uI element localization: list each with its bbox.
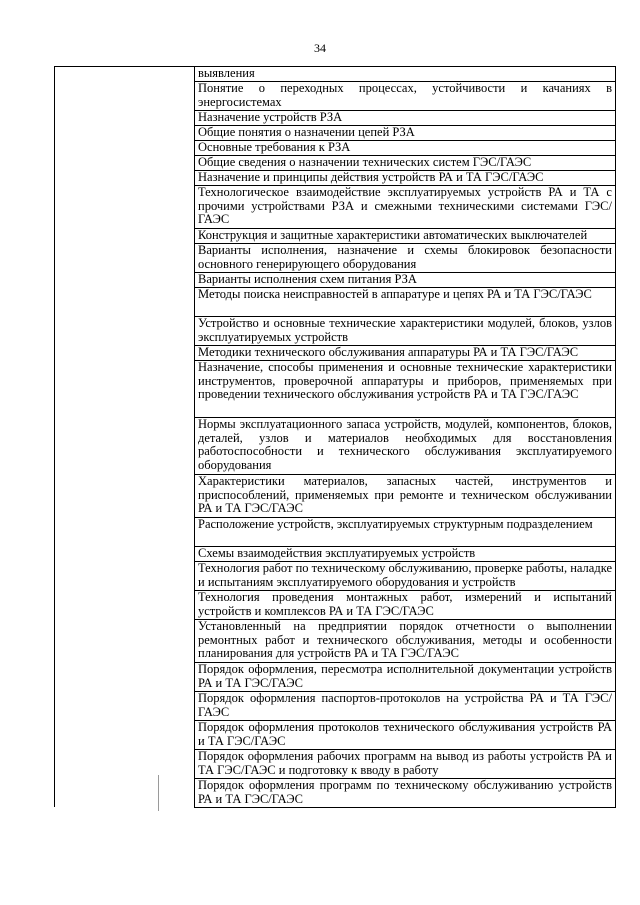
requirement-cell	[195, 110, 616, 125]
requirement-text: Назначение устройств РЗА	[198, 109, 343, 124]
requirement-text: Основные требования к РЗА	[198, 139, 351, 154]
requirement-cell	[195, 125, 616, 140]
requirement-text: Порядок оформления паспортов-протоколов на устройства РА и ТА ГЭС/ГАЭС	[198, 690, 612, 719]
requirement-text: Порядок оформления, пересмотра исполнительной документации устройств РА и ТА ГЭС/ГАЭС	[198, 661, 612, 690]
requirements-table	[54, 66, 616, 808]
requirement-text: Порядок оформления рабочих программ на вывод из работы устройств РА и ТА ГЭС/ГАЭС и подготовку к вводу в работу	[198, 748, 612, 777]
requirement-text: Общие сведения о назначении технических систем ГЭС/ГАЭС	[198, 154, 532, 169]
requirement-text: Общие понятия о назначении цепей РЗА	[198, 124, 415, 139]
requirement-text: Назначение, способы применения и основные технические характеристики инструментов, проверочной аппаратуры и приборов, применяемых при проведении технического обслуживания устройств РА и ТА ГЭС/ГАЭС	[198, 359, 612, 402]
page-number: 34	[314, 41, 326, 55]
scan-artifact-line	[158, 775, 159, 811]
requirement-cell	[195, 720, 616, 749]
requirement-text: Устройство и основные технические характеристики модулей, блоков, узлов эксплуатируемых устройств	[198, 315, 612, 344]
requirement-cell	[195, 474, 616, 517]
requirement-cell	[195, 590, 616, 619]
requirement-text: Схемы взаимодействия эксплуатируемых устройств	[198, 545, 476, 560]
requirement-text: Понятие о переходных процессах, устойчивости и качаниях в энергосистемах	[198, 80, 612, 109]
requirement-text: Технология проведения монтажных работ, измерений и испытаний устройств и комплексов РА и ТА ГЭС/ГАЭС	[198, 589, 612, 618]
requirement-cell	[195, 185, 616, 228]
requirement-text: Установленный на предприятии порядок отчетности о выполнении ремонтных работ и технического обслуживания, методы и особенности планирования для устройств РА и ТА ГЭС/ГАЭС	[198, 618, 612, 661]
requirement-text: Варианты исполнения схем питания РЗА	[198, 271, 417, 286]
requirement-text: Характеристики материалов, запасных частей, инструментов и приспособлений, применяемых при ремонте и техническом обслуживании РА и ТА ГЭС/ГАЭС	[198, 473, 612, 516]
requirement-cell	[195, 155, 616, 170]
category-cell	[55, 67, 195, 808]
requirement-cell	[195, 619, 616, 662]
requirement-cell	[195, 316, 616, 345]
requirement-text: Назначение и принципы действия устройств РА и ТА ГЭС/ГАЭС	[198, 169, 544, 184]
requirement-text: выявления	[198, 66, 255, 80]
requirement-cell	[195, 417, 616, 474]
requirement-cell	[195, 272, 616, 287]
requirement-text: Технологическое взаимодействие эксплуатируемых устройств РА и ТА с прочими устройствами РЗА и смежными техническими системами ГЭС/ГАЭС	[198, 184, 612, 227]
requirement-text: Методики технического обслуживания аппаратуры РА и ТА ГЭС/ГАЭС	[198, 344, 579, 359]
requirement-text: Порядок оформления протоколов технического обслуживания устройств РА и ТА ГЭС/ГАЭС	[198, 719, 612, 748]
requirement-cell	[195, 287, 616, 316]
requirement-cell	[195, 561, 616, 590]
requirement-cell	[195, 228, 616, 243]
table-row	[55, 67, 616, 82]
requirement-cell	[195, 778, 616, 807]
requirement-text: Порядок оформления программ по техническому обслуживанию устройств РА и ТА ГЭС/ГАЭС	[198, 777, 612, 806]
requirement-cell	[195, 662, 616, 691]
requirement-text: Расположение устройств, эксплуатируемых структурным подразделением	[198, 516, 593, 531]
requirement-cell	[195, 170, 616, 185]
requirement-cell	[195, 749, 616, 778]
requirement-cell	[195, 81, 616, 110]
requirement-text: Конструкция и защитные характеристики автоматических выключателей	[198, 227, 588, 242]
requirement-cell	[195, 243, 616, 272]
requirement-cell	[195, 691, 616, 720]
requirement-cell	[195, 360, 616, 417]
requirement-text: Технология работ по техническому обслуживанию, проверке работы, наладке и испытаниям эксплуатируемого оборудования и устройств	[198, 560, 613, 589]
requirement-cell	[195, 517, 616, 546]
requirement-cell	[195, 546, 616, 561]
requirement-text: Методы поиска неисправностей в аппаратуре и цепях РА и ТА ГЭС/ГАЭС	[198, 286, 592, 301]
requirement-text: Нормы эксплуатационного запаса устройств, модулей, компонентов, блоков, деталей, узлов и материалов необходимых для восстановления работоспособности и технического обслуживания эксплуатируемого оборудования	[198, 416, 612, 473]
requirement-cell	[195, 345, 616, 360]
requirement-cell	[195, 140, 616, 155]
requirement-cell	[195, 67, 616, 82]
requirement-text: Варианты исполнения, назначение и схемы блокировок безопасности основного генерирующего оборудования	[198, 242, 612, 271]
